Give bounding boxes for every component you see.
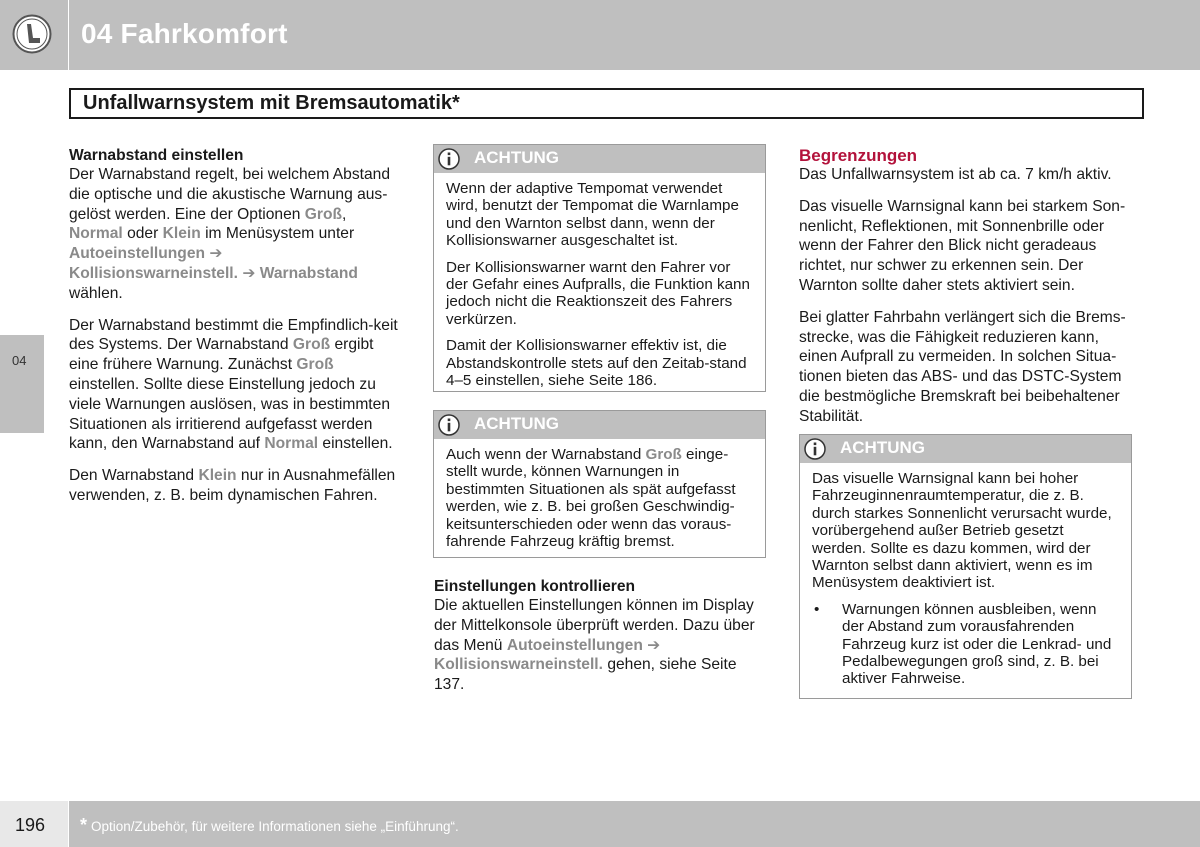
paragraph-begrenzungen-3: Bei glatter Fahrbahn verlängert sich die Brems-strecke, was die Fähigkeit reduzieren kann, einen Aufprall zu vermeiden. In solchen Situa-tionen bieten das ABS- und das DSTC-System die bestmögliche Bremskraft bei beibehaltener Stabilität. — [799, 308, 1126, 425]
heading-warnabstand: Warnabstand einstellen — [69, 147, 244, 164]
side-tab-label: 04 — [12, 353, 27, 368]
chapter-title: 04 Fahrkomfort — [81, 18, 288, 49]
menu-autoeinstellungen: Autoeinstellungen — [69, 245, 206, 263]
warning-text: Auch wenn der Warnabstand Groß einge-stellt wurde, können Warnungen in bestimmten Situationen als spät aufgefasst werden, wie z. B. bei großen Geschwindig-keitsunterschieden oder wenn das voraus-fahrende Fahrzeug kräftig bremst. — [446, 446, 736, 551]
menu-warnabstand: Warnabstand — [259, 264, 358, 282]
info-icon — [804, 438, 826, 460]
warning-text: Damit der Kollisionswarner effektiv ist, die Abstandskontrolle stets auf den Zeitab-stand 4–5 einstellen, siehe Seite 186. — [446, 337, 747, 390]
paragraph-begrenzungen-2: Das visuelle Warnsignal kann bei starkem Son-nenlicht, Reflektionen, mit Sonnenbrille oder wenn der Fahrer den Blick nicht geradeaus richtet, nur schwer zu erkennen sein. Der Warnton sollte daher stets aktiviert sein. — [799, 197, 1126, 294]
paragraph-einstellungen: Die aktuellen Einstellungen können im Display der Mittelkonsole überprüft werden. Dazu über das Menü Autoeinstellungen ➔ Kollisionswarneinstell. gehen, siehe Seite 137. — [434, 597, 755, 694]
warning-label: ACHTUNG — [840, 438, 925, 457]
column-right — [799, 146, 1133, 439]
menu-arrow-icon: ➔ — [237, 264, 260, 282]
menu-arrow-icon: ➔ — [642, 636, 661, 654]
chapter-icon-box — [0, 0, 68, 70]
paragraph-empfindlichkeit: Der Warnabstand bestimmt die Empfindlich-keit des Systems. Der Warnabstand Groß ergibt eine frühere Warnung. Zunächst Groß einstellen. Sollte diese Einstellung jedoch zu viele Warnungen auslösen, was in bestimmten Situationen als irritierend aufgefasst werden kann, den Warnabstand auf Normal einstellen. — [69, 316, 398, 453]
heading-begrenzungen: Begrenzungen — [799, 146, 918, 165]
warning-header — [434, 411, 765, 439]
option-klein: Klein — [162, 225, 201, 243]
footnote-text: Option/Zubehör, für weitere Informationen siehe „Einführung“. — [91, 819, 459, 834]
paragraph-warnabstand-intro: Der Warnabstand regelt, bei welchem Abstand die optische und die akustische Warnung aus-gelöst werden. Eine der Optionen Groß, Normal oder Klein im Menüsystem unter Autoeinstellungen ➔ Kollisionswarneinstell. ➔ Warnabstand wählen. — [69, 166, 390, 302]
seat-icon — [12, 14, 52, 54]
footnote — [80, 815, 459, 836]
heading-einstellungen: Einstellungen kontrollieren — [434, 578, 636, 595]
option-gross: Groß — [304, 205, 343, 223]
bullet-item — [812, 601, 1121, 688]
paragraph-klein: Den Warnabstand Klein nur in Ausnahmefällen verwenden, z. B. beim dynamischen Fahren. — [69, 467, 396, 504]
paragraph-begrenzungen-1: Das Unfallwarnsystem ist ab ca. 7 km/h aktiv. — [799, 166, 1112, 183]
menu-kollisionswarneinstell: Kollisionswarneinstell. — [69, 264, 238, 282]
warning-text: Das visuelle Warnsignal kann bei hoher Fahrzeuginnenraumtemperatur, die z. B. durch starkes Sonnenlicht verursacht wurde, vorübergehend außer Betrieb gesetzt werden. Sollte es dazu kommen, wird der Warnton selbst dann aktiviert, wenn es im Menüsystem deaktiviert ist. — [812, 470, 1112, 592]
menu-arrow-icon: ➔ — [205, 245, 223, 263]
warning-box-warnsignal — [799, 434, 1132, 699]
warning-label: ACHTUNG — [474, 148, 559, 167]
warning-box-warnabstand — [433, 410, 766, 558]
option-normal: Normal — [69, 225, 123, 243]
warning-header — [434, 145, 765, 173]
info-icon — [438, 148, 460, 170]
warning-text: Der Kollisionswarner warnt den Fahrer vor der Gefahr eines Aufpralls, die Funktion kann jedoch nicht die Reaktionszeit des Fahrers verkürzen. — [446, 258, 750, 328]
side-chapter-tab — [0, 335, 44, 433]
warning-text: Wenn der adaptive Tempomat verwendet wird, benutzt der Tempomat die Warnlampe und den Warnton selbst dann, wenn der Kollisionswarner ausgeschaltet ist. — [446, 180, 739, 250]
page-number: 196 — [15, 815, 46, 835]
column-middle-text — [434, 577, 769, 707]
column-left — [69, 146, 402, 518]
warning-label: ACHTUNG — [474, 414, 559, 433]
bullet-text: Warnungen können ausbleiben, wenn der Abstand zum vorausfahrenden Fahrzeug kurz ist oder die Lenkrad- und Pedalbewegungen groß sind, z. B. bei aktiver Fahrweise. — [842, 600, 1112, 688]
warning-header — [800, 435, 1131, 463]
section-title: Unfallwarnsystem mit Bremsautomatik* — [69, 88, 1144, 119]
bullet-dot: • — [814, 600, 820, 618]
footnote-star: * — [80, 815, 88, 835]
info-icon — [438, 414, 460, 436]
warning-box-tempomat — [433, 144, 766, 392]
